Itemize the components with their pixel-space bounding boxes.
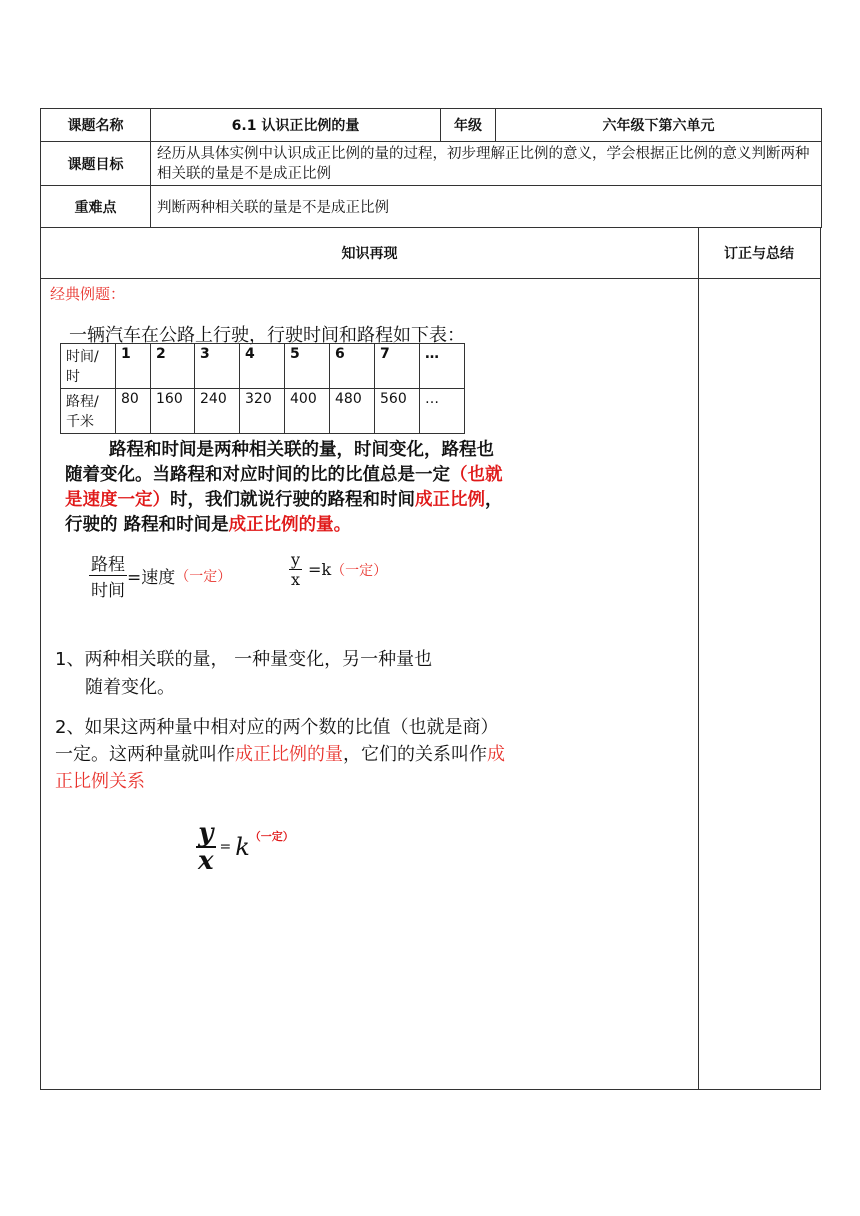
table-cell: … <box>420 389 465 434</box>
speed-formula: $\frac{\text{路程}}{\text{时间}}$ =速度 （一定） <box>89 550 231 601</box>
table-cell: 160 <box>151 389 195 434</box>
table-cell: 2 <box>151 344 195 389</box>
table-cell: 1 <box>116 344 151 389</box>
point-two: 2、如果这两种量中相对应的两个数的比值（也就是商）一定。这两种量就叫作成正比例的量，它们的关系叫作成正比例关系 <box>55 717 505 792</box>
column-divider <box>698 278 699 1089</box>
proportional-quantity-term: 成正比例的量 <box>228 515 334 535</box>
table-cell: 3 <box>195 344 240 389</box>
table-cell: 4 <box>240 344 285 389</box>
table-row-head: 路程/ 千米 <box>61 389 116 434</box>
ratio-formula: $\frac{y}{x}$ =k （一定） <box>291 550 388 589</box>
table-cell: … <box>420 344 465 389</box>
y-x-fraction: $\frac{y}{x}$ <box>291 550 301 589</box>
example-intro: 一辆汽车在公路上行驶，行驶时间和路程如下表： <box>69 325 465 346</box>
knowledge-column-header: 知识再现 <box>41 228 699 279</box>
big-y-x-fraction: $\frac{y}{x}$ <box>198 818 214 876</box>
knowledge-section <box>40 228 821 1090</box>
example-label: 经典例题： <box>50 285 126 303</box>
proportional-relation-definition: 成正比例关系 <box>55 744 505 792</box>
time-distance-table <box>60 343 465 434</box>
table-cell: 400 <box>285 389 330 434</box>
goal-label: 课题目标 <box>41 142 151 186</box>
grade-value: 六年级下第六单元 <box>496 109 822 142</box>
distance-time-fraction: $\frac{\text{路程}}{\text{时间}}$ <box>89 550 127 601</box>
goal-value: 经历从具体实例中认识成正比例的量的过程，初步理解正比例的意义，学会根据正比例的意义判断两种相关联的量是不是成正比例 <box>151 142 822 186</box>
table-cell: 7 <box>375 344 420 389</box>
title-value: 6.1 认识正比例的量 <box>151 109 441 142</box>
table-cell: 560 <box>375 389 420 434</box>
header-table <box>40 108 822 228</box>
table-cell: 6 <box>330 344 375 389</box>
table-cell: 80 <box>116 389 151 434</box>
proportional-term: 成正比例 <box>415 490 485 510</box>
table-cell: 240 <box>195 389 240 434</box>
grade-label: 年级 <box>441 109 496 142</box>
explanation-paragraph: 路程和时间是两种相关联的量，时间变化，路程也随着变化。当路程和对应时间的比的比值总是一定（也就是速度一定）时，我们就说行驶的路程和时间成正比例，行驶的 路程和时间是成正比例的量。 <box>65 440 503 535</box>
key-value: 判断两种相关联的量是不是成正比例 <box>151 186 822 228</box>
point-one: 1、两种相关联的量， 一种量变化，另一种量也 随着变化。 <box>55 649 433 698</box>
speed-constant-note: （也就是速度一定） <box>65 465 503 510</box>
proportional-quantity-definition: 成正比例的量 <box>235 744 343 765</box>
table-cell: 480 <box>330 389 375 434</box>
table-cell: 5 <box>285 344 330 389</box>
title-label: 课题名称 <box>41 109 151 142</box>
correction-column-header: 订正与总结 <box>698 228 820 279</box>
table-cell: 320 <box>240 389 285 434</box>
proportion-formula: $\frac{y}{x}$ = k （一定） <box>198 818 294 876</box>
key-label: 重难点 <box>41 186 151 228</box>
table-row-head: 时间/ 时 <box>61 344 116 389</box>
